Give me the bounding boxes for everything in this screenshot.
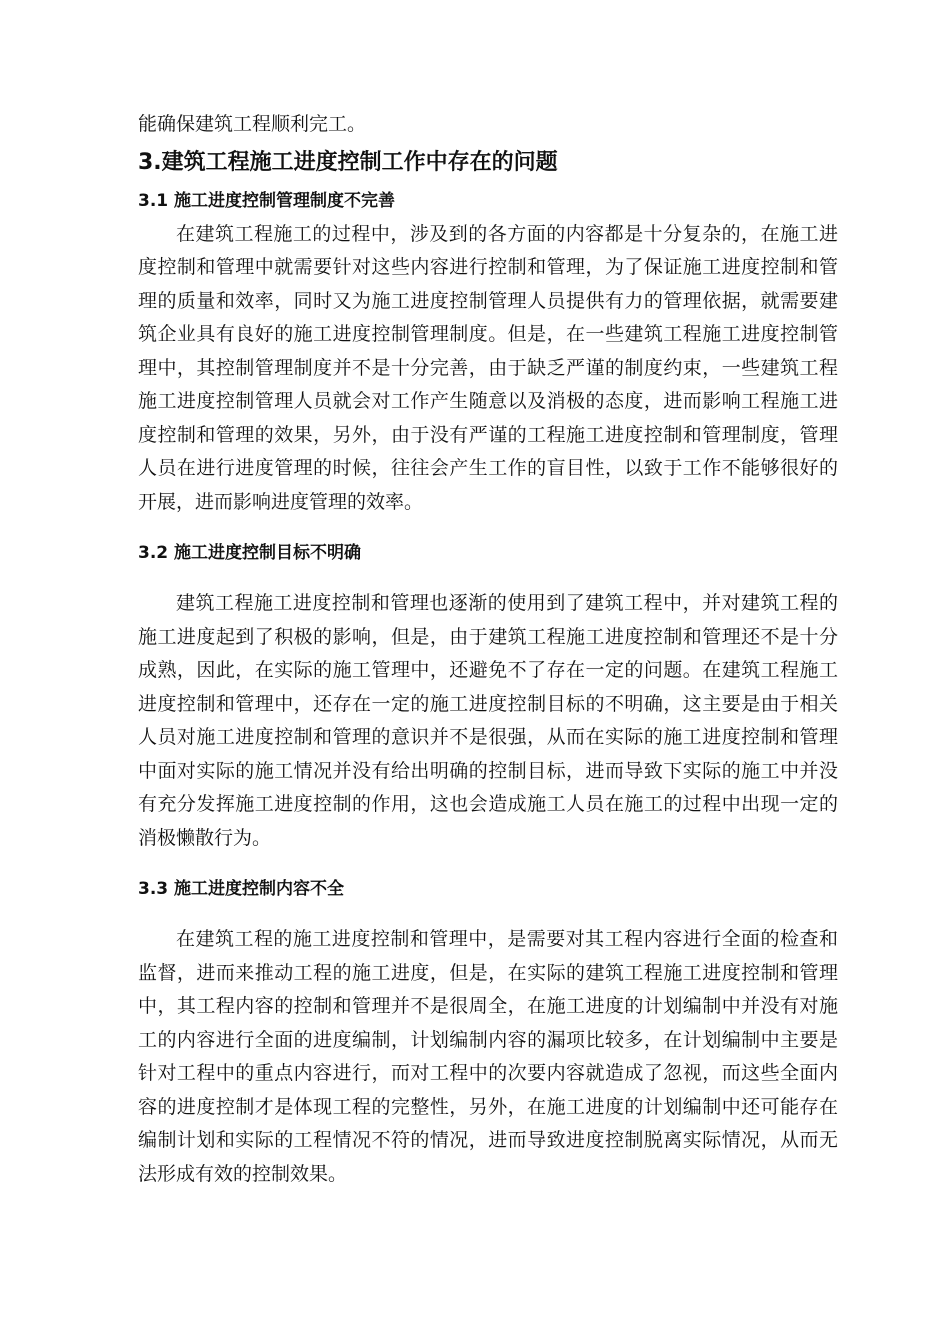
paragraph-line: 度控制和管理中就需要针对这些内容进行控制和管理，为了保证施工进度控制和管 (138, 256, 838, 278)
section-heading-3-2: 3.2 施工进度控制目标不明确 (138, 543, 362, 563)
paragraph-line: 开展，进而影响进度管理的效率。 (138, 490, 424, 513)
paragraph-line: 有充分发挥施工进度控制的作用，这也会造成施工人员在施工的过程中出现一定的 (138, 793, 838, 815)
paragraph-line: 在建筑工程的施工进度控制和管理中，是需要对其工程内容进行全面的检查和 (176, 928, 838, 950)
paragraph-line: 容的进度控制才是体现工程的完整性，另外，在施工进度的计划编制中还可能存在 (138, 1095, 838, 1118)
paragraph-line: 人员对施工进度控制和管理的意识并不是很强，从而在实际的施工进度控制和管理 (138, 726, 838, 748)
paragraph-line: 针对工程中的重点内容进行，而对工程中的次要内容就造成了忽视，而这些全面内 (138, 1062, 838, 1084)
section-heading-3-1: 3.1 施工进度控制管理制度不完善 (138, 190, 396, 211)
paragraph-line: 在建筑工程施工的过程中，涉及到的各方面的内容都是十分复杂的，在施工进 (176, 222, 838, 245)
paragraph-line: 筑企业具有良好的施工进度控制管理制度。但是，在一些建筑工程施工进度控制管 (138, 323, 838, 345)
paragraph-line: 施工进度控制管理人员就会对工作产生随意以及消极的态度，进而影响工程施工进 (138, 390, 838, 412)
section-heading-3-3: 3.3 施工进度控制内容不全 (138, 879, 345, 899)
paragraph-line: 编制计划和实际的工程情况不符的情况，进而导致进度控制脱离实际情况，从而无 (138, 1129, 838, 1151)
paragraph-line: 理中，其控制管理制度并不是十分完善，由于缺乏严谨的制度约束，一些建筑工程 (138, 356, 838, 379)
paragraph-line: 人员在进行进度管理的时候，往往会产生工作的盲目性，以致于工作不能够很好的 (138, 457, 838, 479)
section-heading-3: 3.建筑工程施工进度控制工作中存在的问题 (138, 149, 558, 175)
paragraph-line: 工的内容进行全面的进度编制，计划编制内容的漏项比较多，在计划编制中主要是 (138, 1028, 838, 1051)
paragraph-line: 监督，进而来推动工程的施工进度，但是，在实际的建筑工程施工进度控制和管理 (138, 961, 838, 984)
paragraph-line: 中，其工程内容的控制和管理并不是很周全，在施工进度的计划编制中并没有对施 (138, 995, 838, 1017)
paragraph-line: 度控制和管理的效果，另外，由于没有严谨的工程施工进度控制和管理制度，管理 (138, 423, 838, 446)
page-content (138, 108, 838, 1191)
paragraph-line: 施工进度起到了积极的影响，但是，由于建筑工程施工进度控制和管理还不是十分 (138, 625, 838, 648)
paragraph-3-1 (138, 218, 838, 520)
paragraph-line: 进度控制和管理中，还存在一定的施工进度控制目标的不明确，这主要是由于相关 (138, 692, 838, 715)
carryover-line: 能确保建筑工程顺利完工。 (138, 113, 367, 135)
paragraph-line: 建筑工程施工进度控制和管理也逐渐的使用到了建筑工程中，并对建筑工程的 (176, 592, 838, 614)
paragraph-line: 理的质量和效率，同时又为施工进度控制管理人员提供有力的管理依据，就需要建 (138, 289, 838, 312)
paragraph-line: 法形成有效的控制效果。 (138, 1162, 348, 1185)
paragraph-3-3 (138, 923, 838, 1191)
paragraph-3-2 (138, 587, 838, 855)
paragraph-line: 成熟，因此，在实际的施工管理中，还避免不了存在一定的问题。在建筑工程施工 (138, 659, 838, 681)
paragraph-line: 中面对实际的施工情况并没有给出明确的控制目标，进而导致下实际的施工中并没 (138, 759, 838, 782)
paragraph-line: 消极懒散行为。 (138, 826, 272, 849)
